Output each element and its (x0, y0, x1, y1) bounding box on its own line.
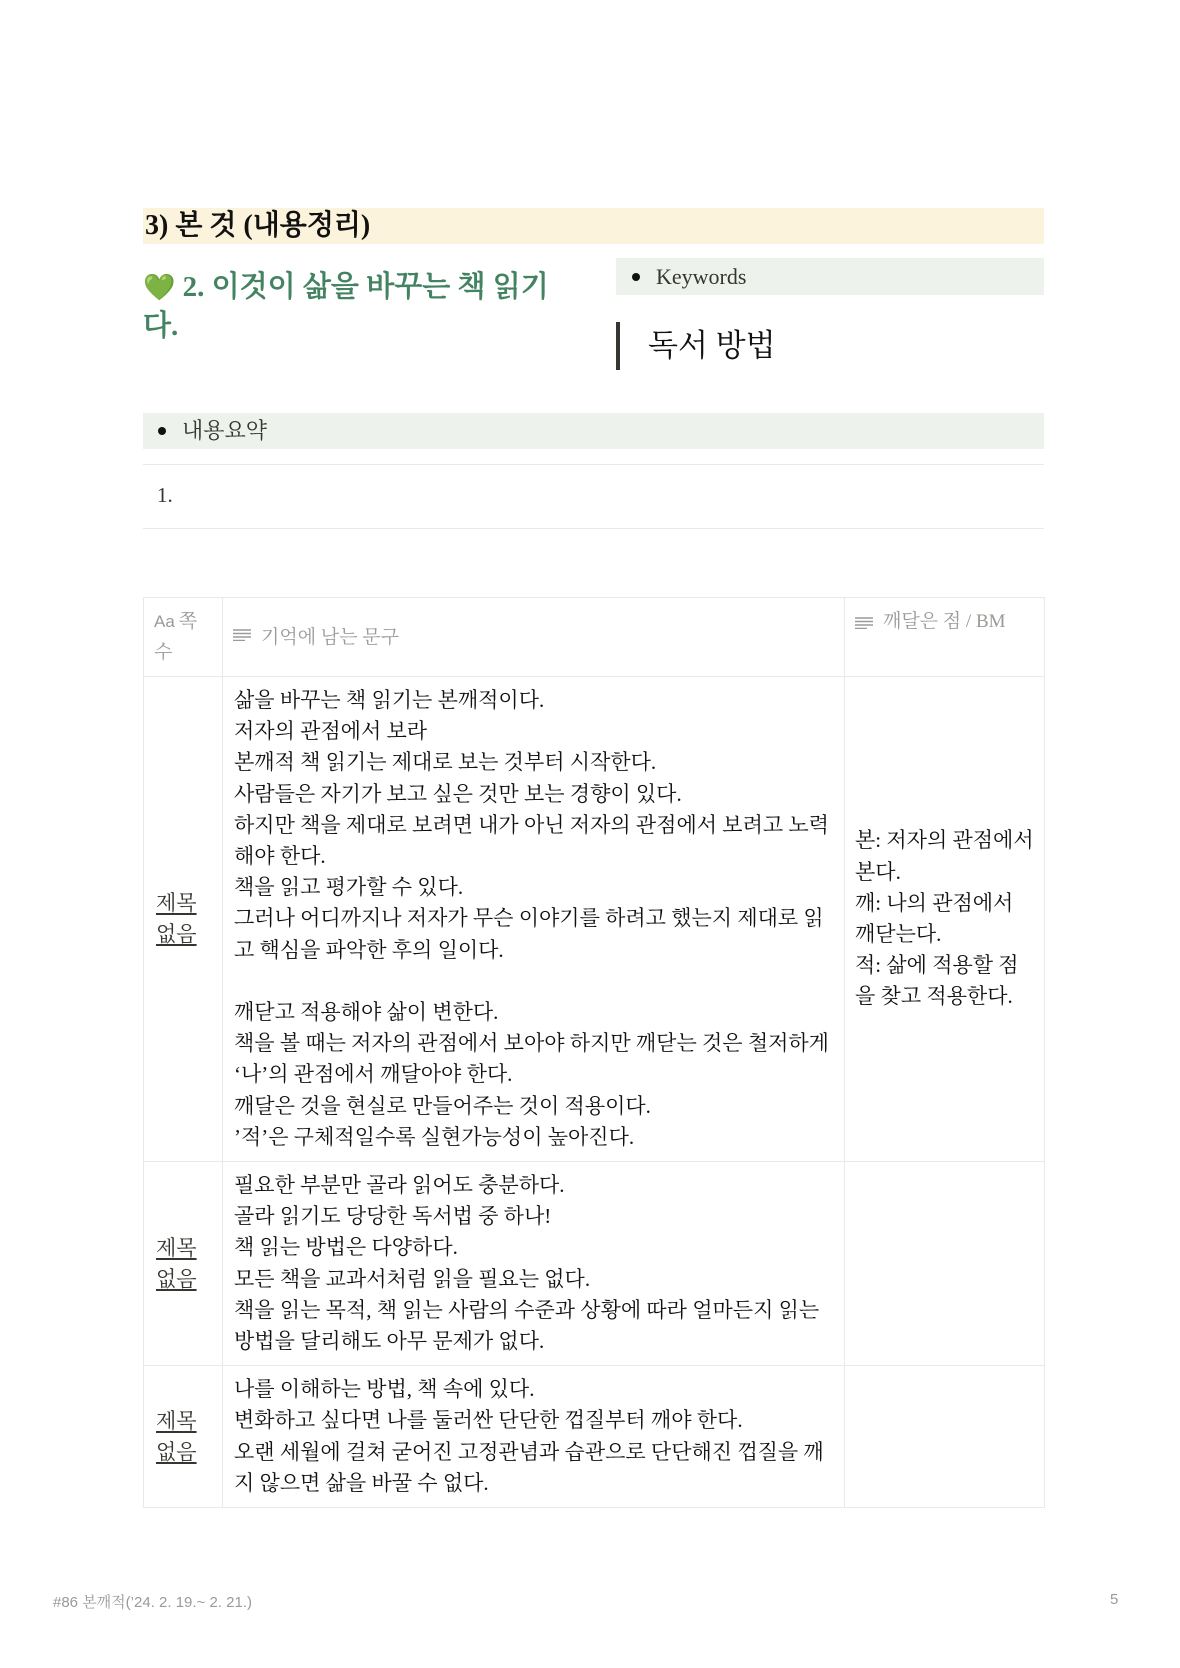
column-header-page[interactable] (144, 598, 223, 677)
page-cell (144, 1366, 223, 1508)
green-heart-icon: 💚 (143, 273, 176, 302)
page-title-link[interactable]: 제목 없음 (156, 1408, 197, 1464)
page-cell (144, 677, 223, 1162)
table-row (144, 677, 1045, 1162)
column-header-label: 쪽수 (154, 611, 198, 663)
text-line: 모든 책을 교과서처럼 읽을 필요는 없다. (234, 1266, 591, 1291)
text-line: 책 읽는 방법은 다양하다. (234, 1235, 458, 1260)
text-line: 책을 읽고 평가할 수 있다. (234, 875, 464, 900)
summary-label: 내용요약 (182, 418, 268, 443)
memorable-text-cell[interactable] (223, 677, 845, 1162)
numbered-list-item: 1. (157, 483, 173, 507)
text-line: 변화하고 싶다면 나를 둘러싼 단단한 껍질부터 깨야 한다. (234, 1408, 743, 1433)
page-cell (144, 1162, 223, 1366)
summary-bullet[interactable] (143, 413, 1044, 449)
page-title-link[interactable]: 제목 없음 (156, 891, 197, 947)
column-header-label: 기억에 남는 문구 (261, 626, 399, 648)
notes-table (143, 597, 1045, 1508)
table-row (144, 1366, 1045, 1508)
chapter-title (143, 268, 583, 345)
insight-cell[interactable] (845, 1162, 1045, 1366)
chapter-title-text: 2. 이것이 삶을 바꾸는 책 읽기다. (143, 271, 549, 342)
keywords-bullet[interactable] (616, 258, 1044, 295)
section-heading: 3) 본 것 (내용정리) (143, 208, 1044, 244)
text-line: 깨달은 것을 현실로 만들어주는 것이 적용이다. (234, 1093, 651, 1118)
text-line: 삶을 바꾸는 책 읽기는 본깨적이다. (234, 688, 545, 712)
divider (143, 528, 1044, 529)
insight-cell[interactable] (845, 1366, 1045, 1508)
column-header-insight[interactable] (845, 598, 1045, 677)
text-line: ’적’은 구체적일수록 실현가능성이 높아진다. (234, 1124, 635, 1149)
text-line: 오랜 세월에 걸쳐 굳어진 고정관념과 습관으로 단단해진 껍질을 깨지 않으면 삶을 바꿀 수 없다. (234, 1439, 824, 1495)
text-line: 본깨적 책 읽기는 제대로 보는 것부터 시작한다. (234, 750, 657, 775)
text-line: 책을 읽는 목적, 책 읽는 사람의 수준과 상황에 따라 얼마든지 읽는 방법을 달리해도 아무 문제가 없다. (234, 1297, 820, 1354)
text-line: 필요한 부분만 골라 읽어도 충분하다. (234, 1173, 565, 1198)
text-line: 하지만 책을 제대로 보려면 내가 아닌 저자의 관점에서 보려고 노력해야 한다. (234, 812, 829, 869)
footer-page-number: 5 (1110, 1591, 1119, 1608)
keyword-quote: 독서 방법 (616, 322, 776, 370)
text-line (234, 966, 833, 997)
insight-line: 본: 저자의 관점에서 본다. (855, 828, 1034, 884)
bullet-icon (632, 273, 640, 281)
divider (143, 464, 1044, 465)
text-line: 사람들은 자기가 보고 싶은 것만 보는 경향이 있다. (234, 781, 682, 806)
bullet-icon (158, 427, 166, 435)
memorable-text-cell[interactable] (223, 1162, 845, 1366)
insight-line: 깨: 나의 관점에서 깨닫는다. (855, 890, 1014, 947)
insight-line: 적: 삶에 적용할 점을 찾고 적용한다. (855, 953, 1019, 1009)
text-line: 나를 이해하는 방법, 책 속에 있다. (234, 1377, 535, 1402)
page-title-link[interactable]: 제목 없음 (156, 1235, 197, 1291)
title-property-icon: Aa (154, 612, 175, 631)
text-line: 저자의 관점에서 보라 (234, 719, 428, 744)
column-header-memorable[interactable] (223, 598, 845, 677)
text-line: 그러나 어디까지나 저자가 무슨 이야기를 하려고 했는지 제대로 읽고 핵심을 파악한 후의 일이다. (234, 906, 824, 962)
insight-cell[interactable] (845, 677, 1045, 1162)
text-line: 깨닫고 적용해야 삶이 변한다. (234, 1000, 499, 1025)
text-line: 책을 볼 때는 저자의 관점에서 보아야 하지만 깨닫는 것은 철저하게 ‘나’의 관점에서 깨달아야 한다. (234, 1031, 829, 1087)
text-line: 골라 읽기도 당당한 독서법 중 하나! (234, 1204, 552, 1229)
text-property-icon (855, 617, 873, 629)
table-row (144, 1162, 1045, 1366)
text-property-icon (233, 629, 251, 641)
memorable-text-cell[interactable] (223, 1366, 845, 1508)
column-header-label: 깨달은 점 / BM (883, 611, 1006, 632)
footer-doc-title: #86 본깨적(’24. 2. 19.~ 2. 21.) (53, 1594, 252, 1611)
keywords-label: Keywords (656, 264, 747, 289)
